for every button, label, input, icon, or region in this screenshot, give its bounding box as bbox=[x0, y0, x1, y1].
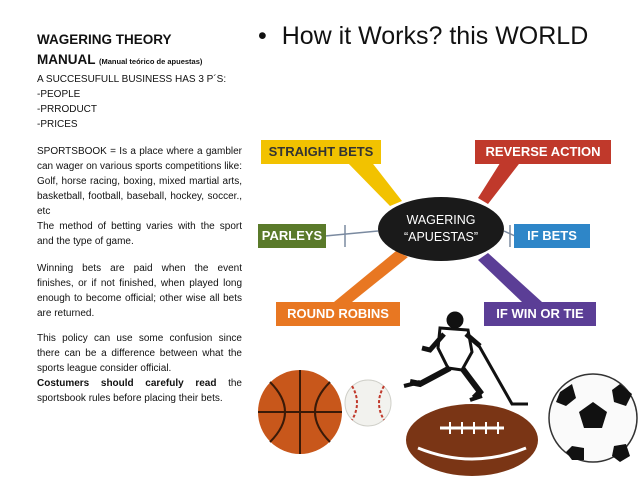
bullet-icon: • bbox=[258, 22, 267, 50]
reverse-action-label: REVERSE ACTION bbox=[485, 144, 601, 159]
ps-item-product: -PRRODUCT bbox=[37, 104, 97, 115]
if-win-or-tie-label: IF WIN OR TIE bbox=[496, 306, 584, 321]
center-line1: WAGERING bbox=[406, 213, 476, 227]
if-bets-label: IF BETS bbox=[527, 228, 577, 243]
title-line2: MANUAL bbox=[37, 52, 96, 67]
winning-paragraph: Winning bets are paid when the event finishes, or if not finished, when played long enough to become official; other wise all bets are returned. bbox=[37, 263, 242, 319]
hockey-player-image bbox=[404, 312, 528, 404]
straight-bets-label: STRAIGHT BETS bbox=[261, 140, 381, 164]
policy-paragraph: This policy can use some confusion since there can be a difference between what the sports league consider official. bbox=[37, 333, 242, 374]
ps-item-prices: -PRICES bbox=[37, 119, 78, 130]
costumers-bold: Costumers should carefuly read bbox=[37, 378, 217, 389]
method-paragraph: The method of betting varies with the sport and the type of game. bbox=[37, 221, 242, 247]
costumers-rest: the sportsbook rules before placing their bets. bbox=[37, 378, 242, 404]
title-subtitle: (Manual teórico de apuestas) bbox=[99, 57, 203, 66]
intro-text: A SUCCESUFULL BUSINESS HAS 3 P´S: bbox=[37, 74, 227, 85]
sportsbook-paragraph: SPORTSBOOK = Is a place where a gambler can wager on various sports competitions like: Golf, horse racing, boxing, mixed martial arts, basketball, football, baseball, hockey, soccer., etc bbox=[37, 146, 242, 217]
baseball-image bbox=[345, 380, 391, 426]
ps-item-people: -PEOPLE bbox=[37, 89, 81, 100]
basketball-image bbox=[258, 370, 342, 454]
round-robins-label: ROUND ROBINS bbox=[287, 306, 389, 321]
center-line2: “APUESTAS” bbox=[403, 230, 479, 244]
american-football-image bbox=[406, 404, 538, 476]
soccer-ball-image bbox=[549, 374, 637, 462]
heading-text: How it Works? this WORLD bbox=[281, 22, 589, 50]
parleys-label: PARLEYS bbox=[261, 228, 323, 243]
title-line1: WAGERING THEORY bbox=[37, 32, 172, 47]
